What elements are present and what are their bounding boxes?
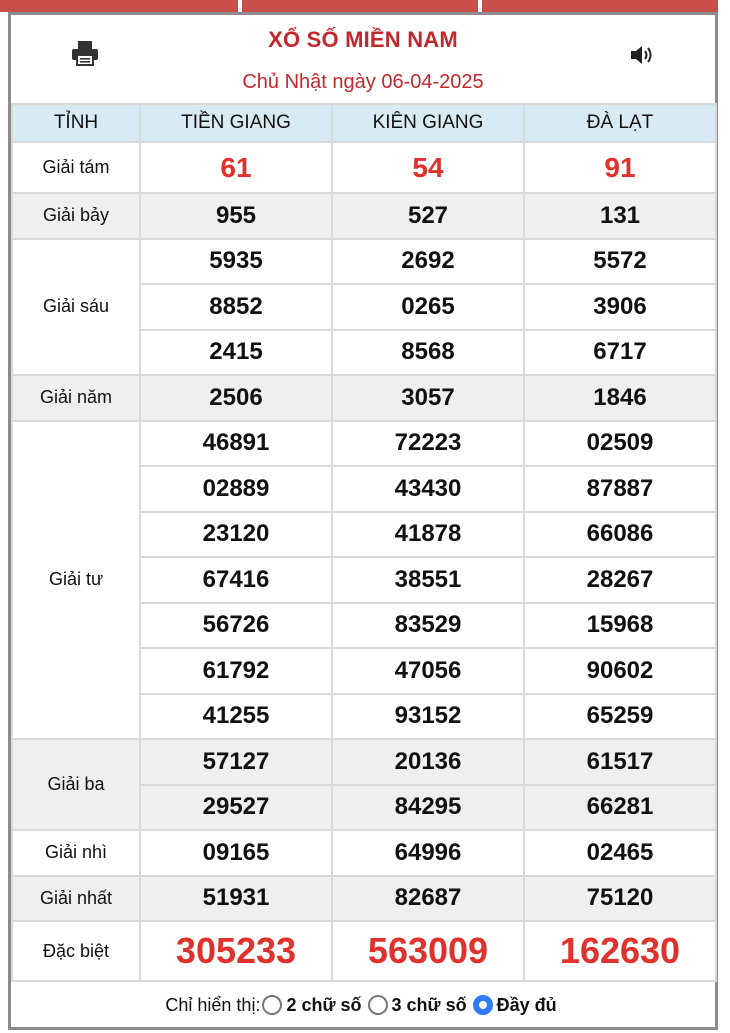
table-row [12, 421, 716, 467]
page-title: XỔ SỐ MIỀN NAM [268, 27, 458, 52]
table-header-row [12, 104, 716, 142]
prize-number: 61 [140, 142, 332, 193]
prize-number: 43430 [332, 466, 524, 512]
prize-label: Giải nhất [12, 876, 140, 922]
province-header: TIỀN GIANG [140, 104, 332, 142]
prize-number: 66086 [524, 512, 716, 558]
prize-number: 93152 [332, 694, 524, 740]
results-table [11, 103, 717, 982]
prize-number: 23120 [140, 512, 332, 558]
results-panel [8, 12, 718, 1030]
table-row [12, 921, 716, 981]
draw-date: Chủ Nhật ngày 06-04-2025 [242, 71, 484, 93]
prize-number: 72223 [332, 421, 524, 467]
prize-number: 02889 [140, 466, 332, 512]
prize-label: Giải tư [12, 421, 140, 740]
prize-number: 3906 [524, 284, 716, 330]
prize-label: Giải sáu [12, 239, 140, 376]
prize-number: 83529 [332, 603, 524, 649]
prize-number: 8852 [140, 284, 332, 330]
special-prize-number: 162630 [524, 921, 716, 981]
prize-number: 54 [332, 142, 524, 193]
special-prize-number: 305233 [140, 921, 332, 981]
prize-number: 56726 [140, 603, 332, 649]
top-tab-1[interactable] [0, 0, 238, 12]
prize-number: 64996 [332, 830, 524, 876]
display-filter-label: Chỉ hiển thị: [165, 994, 261, 1015]
radio-full-label[interactable]: Đầy đủ [496, 994, 557, 1015]
display-filter [11, 982, 715, 1028]
table-row [12, 142, 716, 193]
top-tab-2[interactable] [242, 0, 478, 12]
results-header [11, 15, 715, 103]
prize-number: 955 [140, 193, 332, 239]
prize-label: Giải tám [12, 142, 140, 193]
prize-number: 5935 [140, 239, 332, 285]
prize-label: Giải ba [12, 739, 140, 830]
prize-number: 46891 [140, 421, 332, 467]
prize-number: 131 [524, 193, 716, 239]
radio-3-digits[interactable] [368, 995, 388, 1015]
prize-number: 6717 [524, 330, 716, 376]
prize-number: 38551 [332, 557, 524, 603]
table-row [12, 375, 716, 421]
radio-3-digits-label[interactable]: 3 chữ số [391, 994, 467, 1015]
prize-number: 67416 [140, 557, 332, 603]
prize-number: 2415 [140, 330, 332, 376]
prize-number: 28267 [524, 557, 716, 603]
prize-number: 02465 [524, 830, 716, 876]
top-tab-strip [0, 0, 730, 12]
prize-number: 66281 [524, 785, 716, 831]
prize-number: 0265 [332, 284, 524, 330]
prize-label: Đặc biệt [12, 921, 140, 981]
prize-number: 20136 [332, 739, 524, 785]
special-prize-number: 563009 [332, 921, 524, 981]
prize-number: 82687 [332, 876, 524, 922]
prize-number: 90602 [524, 648, 716, 694]
prize-number: 87887 [524, 466, 716, 512]
table-row [12, 830, 716, 876]
prize-number: 2506 [140, 375, 332, 421]
top-tab-3[interactable] [482, 0, 718, 12]
prize-number: 41255 [140, 694, 332, 740]
prize-number: 41878 [332, 512, 524, 558]
province-header: ĐÀ LẠT [524, 104, 716, 142]
prize-number: 527 [332, 193, 524, 239]
prize-number: 61792 [140, 648, 332, 694]
prize-number: 84295 [332, 785, 524, 831]
prize-number: 65259 [524, 694, 716, 740]
prize-number: 15968 [524, 603, 716, 649]
table-row [12, 876, 716, 922]
prize-number: 1846 [524, 375, 716, 421]
prize-number: 02509 [524, 421, 716, 467]
prize-number: 91 [524, 142, 716, 193]
radio-full[interactable] [473, 995, 493, 1015]
radio-2-digits-label[interactable]: 2 chữ số [286, 994, 362, 1015]
prize-label: Giải năm [12, 375, 140, 421]
prize-number: 29527 [140, 785, 332, 831]
table-row [12, 193, 716, 239]
prize-number: 57127 [140, 739, 332, 785]
prize-number: 75120 [524, 876, 716, 922]
prize-number: 47056 [332, 648, 524, 694]
province-header: KIÊN GIANG [332, 104, 524, 142]
prize-number: 2692 [332, 239, 524, 285]
prize-number: 3057 [332, 375, 524, 421]
prize-number: 8568 [332, 330, 524, 376]
prize-number: 09165 [140, 830, 332, 876]
speaker-icon[interactable] [629, 44, 655, 66]
prize-label: Giải bảy [12, 193, 140, 239]
province-column-header: TỈNH [12, 104, 140, 142]
radio-2-digits[interactable] [262, 995, 282, 1015]
prize-label: Giải nhì [12, 830, 140, 876]
prize-number: 5572 [524, 239, 716, 285]
prize-number: 51931 [140, 876, 332, 922]
table-row [12, 739, 716, 785]
table-row [12, 239, 716, 285]
prize-number: 61517 [524, 739, 716, 785]
